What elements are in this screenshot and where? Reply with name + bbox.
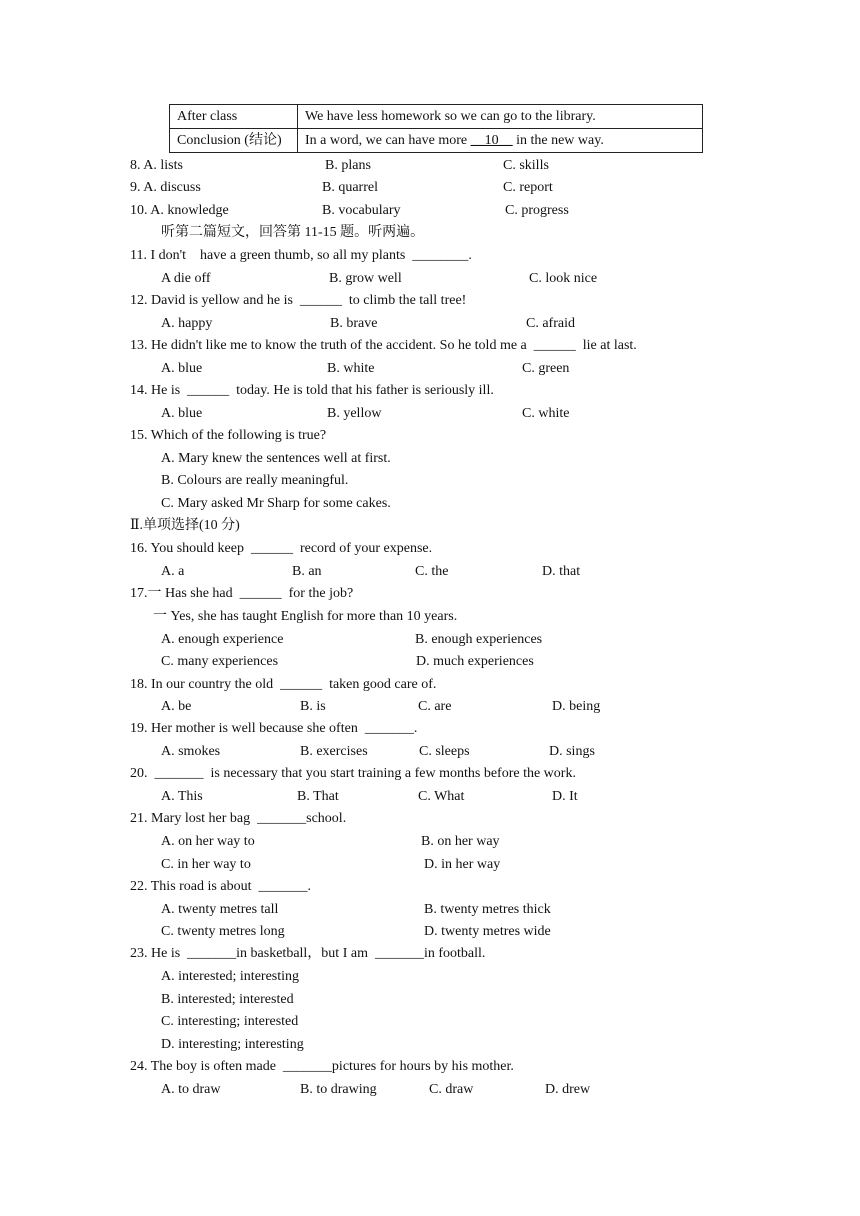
question-17-option-a: A. enough experience [161, 632, 284, 647]
question-22-option-a: A. twenty metres tall [161, 902, 279, 917]
table-cell-text [298, 129, 703, 153]
question-23-stem: 23. He is _______in basketball，but I am _______in football. [130, 946, 486, 961]
question-22-stem: 22. This road is about _______. [130, 879, 311, 894]
question-16-option-c: C. the [415, 564, 449, 579]
answer-blank: __10__ [470, 132, 513, 148]
question-12-option-b: B. brave [330, 316, 378, 331]
question-22-option-b: B. twenty metres thick [424, 902, 551, 917]
question-19-option-a: A. smokes [161, 744, 221, 759]
question-24-stem: 24. The boy is often made _______pictures for hours by his mother. [130, 1059, 514, 1074]
question-21-stem: 21. Mary lost her bag _______school. [130, 811, 347, 826]
question-22-option-c: C. twenty metres long [161, 924, 285, 939]
question-19-option-d: D. sings [549, 744, 595, 759]
table-cell-text: We have less homework so we can go to the library. [298, 105, 703, 129]
question-20-option-d: D. It [552, 789, 578, 804]
question-10-option-c: C. progress [505, 203, 569, 218]
question-23-option-b: B. interested; interested [161, 992, 294, 1007]
question-14-option-c: C. white [522, 406, 570, 421]
question-11-option-c: C. look nice [529, 271, 598, 286]
question-21-option-c: C. in her way to [161, 857, 251, 872]
question-23-option-a: A. interested; interesting [161, 969, 300, 984]
question-18-stem: 18. In our country the old ______ taken good care of. [130, 677, 437, 692]
question-16-option-b: B. an [292, 564, 322, 579]
question-16-stem: 16. You should keep ______ record of your expense. [130, 541, 433, 556]
text-after: in the new way. [512, 132, 604, 148]
question-13-option-b: B. white [327, 361, 375, 376]
question-17-option-d: D. much experiences [416, 654, 534, 669]
question-9-stem: 9. A. discuss [130, 180, 201, 195]
question-13-option-a: A. blue [161, 361, 203, 376]
question-9-option-c: C. report [503, 180, 553, 195]
question-9-option-b: B. quarrel [322, 180, 378, 195]
question-11-stem: 11. I don't have a green thumb, so all my plants ________. [130, 248, 472, 263]
question-12-option-a: A. happy [161, 316, 213, 331]
question-19-option-b: B. exercises [300, 744, 368, 759]
table-row [170, 105, 703, 129]
table-cell-label: Conclusion (结论) [170, 129, 298, 153]
text-before: In a word, we can have more [305, 132, 471, 148]
question-10-option-b: B. vocabulary [322, 203, 401, 218]
question-15-option-a: A. Mary knew the sentences well at first. [161, 451, 391, 466]
question-23-option-d: D. interesting; interesting [161, 1037, 304, 1052]
question-17-option-b: B. enough experiences [415, 632, 543, 647]
question-8-option-c: C. skills [503, 158, 549, 173]
question-14-stem: 14. He is ______ today. He is told that his father is seriously ill. [130, 383, 494, 398]
question-20-stem: 20. _______ is necessary that you start training a few months before the work. [130, 766, 576, 781]
summary-table [169, 104, 703, 153]
table-row [170, 129, 703, 153]
question-24-option-d: D. drew [545, 1082, 591, 1097]
question-19-option-c: C. sleeps [419, 744, 470, 759]
question-11-option-b: B. grow well [329, 271, 402, 286]
section-title: Ⅱ.单项选择(10 分) [130, 518, 240, 533]
question-17-stem: 17.一 Has she had ______ for the job? [130, 586, 354, 601]
question-15-stem: 15. Which of the following is true? [130, 428, 327, 443]
question-11-option-a: A die off [161, 271, 211, 286]
question-13-stem: 13. He didn't like me to know the truth of the accident. So he told me a ______ lie at last. [130, 338, 637, 353]
question-10-stem: 10. A. knowledge [130, 203, 229, 218]
question-17-option-c: C. many experiences [161, 654, 279, 669]
question-16-option-d: D. that [542, 564, 581, 579]
question-8-stem: 8. A. lists [130, 158, 183, 173]
question-15-option-b: B. Colours are really meaningful. [161, 473, 349, 488]
question-22-option-d: D. twenty metres wide [424, 924, 551, 939]
question-24-option-c: C. draw [429, 1082, 474, 1097]
question-18-option-b: B. is [300, 699, 326, 714]
question-21-option-a: A. on her way to [161, 834, 255, 849]
question-20-option-a: A. This [161, 789, 203, 804]
table-cell-label: After class [170, 105, 298, 129]
question-14-option-b: B. yellow [327, 406, 382, 421]
question-12-option-c: C. afraid [526, 316, 575, 331]
question-18-option-a: A. be [161, 699, 192, 714]
section-instruction: 听第二篇短文，回答第 11-15 题。听两遍。 [161, 225, 425, 240]
question-18-option-c: C. are [418, 699, 452, 714]
question-23-option-c: C. interesting; interested [161, 1014, 299, 1029]
question-24-option-b: B. to drawing [300, 1082, 377, 1097]
question-15-option-c: C. Mary asked Mr Sharp for some cakes. [161, 496, 391, 511]
question-17-reply: 一 Yes, she has taught English for more than 10 years. [153, 609, 458, 624]
question-20-option-b: B. That [297, 789, 339, 804]
question-13-option-c: C. green [522, 361, 570, 376]
question-8-option-b: B. plans [325, 158, 371, 173]
question-12-stem: 12. David is yellow and he is ______ to climb the tall tree! [130, 293, 467, 308]
question-19-stem: 19. Her mother is well because she often _______. [130, 721, 418, 736]
question-24-option-a: A. to draw [161, 1082, 221, 1097]
question-16-option-a: A. a [161, 564, 185, 579]
question-21-option-d: D. in her way [424, 857, 501, 872]
question-21-option-b: B. on her way [421, 834, 500, 849]
question-18-option-d: D. being [552, 699, 601, 714]
question-14-option-a: A. blue [161, 406, 203, 421]
question-20-option-c: C. What [418, 789, 465, 804]
